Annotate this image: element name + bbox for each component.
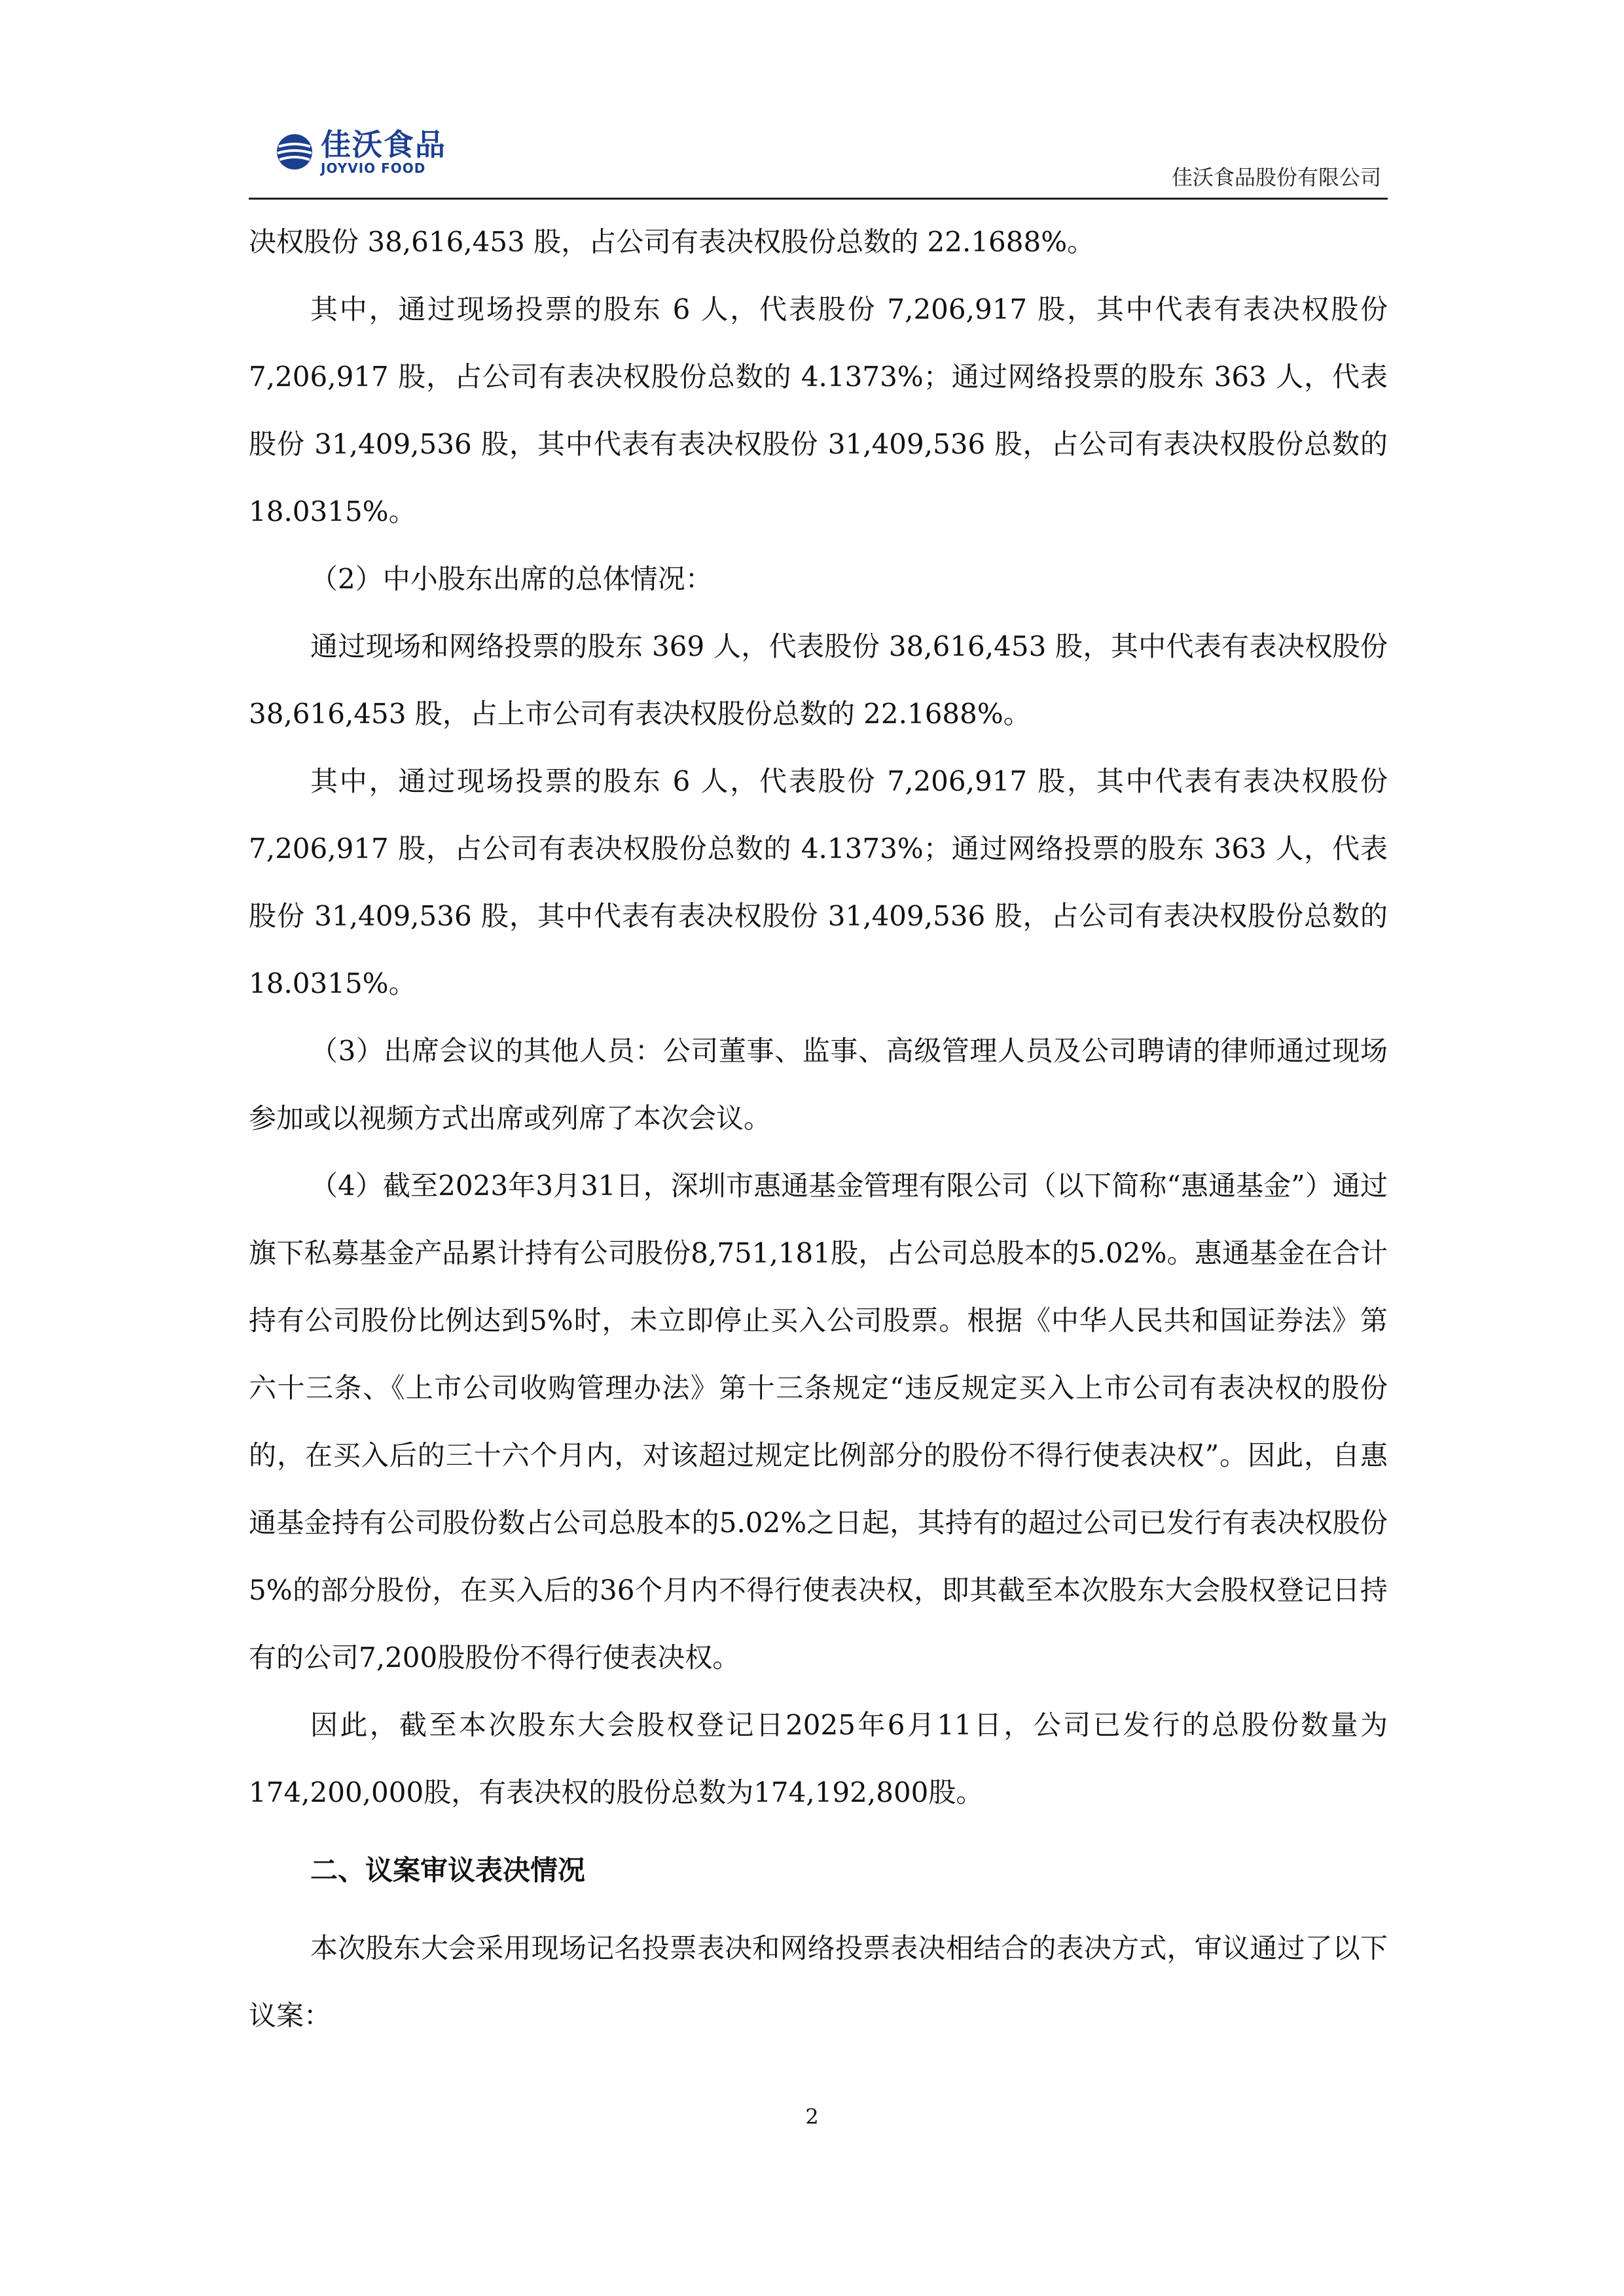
paragraph: （3）出席会议的其他人员：公司董事、监事、高级管理人员及公司聘请的律师通过现场参加或以视频方式出席或列席了本次会议。 [249,1035,1388,1134]
page-number: 2 [805,2104,819,2129]
paragraph: 其中，通过现场投票的股东 6 人，代表股份 7,206,917 股，其中代表有表决权股份 7,206,917 股，占公司有表决权股份总数的 4.1373%；通过网络投票的股东 363 人，代表股份 31,409,536 股，其中代表有表决权股份 31,409,536 股，占公司有表决权股份总数的 18.0315%。 [249,293,1388,528]
paragraph: 其中，通过现场投票的股东 6 人，代表股份 7,206,917 股，其中代表有表决权股份 7,206,917 股，占公司有表决权股份总数的 4.1373%；通过网络投票的股东 363 人，代表股份 31,409,536 股，其中代表有表决权股份 31,409,536 股，占公司有表决权股份总数的 18.0315%。 [249,765,1388,999]
section-heading: 二、议案审议表决情况 [310,1854,586,1886]
paragraph: 通过现场和网络投票的股东 369 人，代表股份 38,616,453 股，其中代表有表决权股份 38,616,453 股，占上市公司有表决权股份总数的 22.1688%。 [249,630,1388,730]
logo-chinese-text: 佳沃食品 [321,126,446,162]
paragraph-continued: 决权股份 38,616,453 股，占公司有表决权股份总数的 22.1688%。 [249,226,1095,258]
page-header [249,118,1388,200]
document-body [249,208,1388,2049]
paragraph: 本次股东大会采用现场记名投票表决和网络投票表决相结合的表决方式，审议通过了以下议案： [249,1932,1388,2032]
company-logo [275,126,446,178]
paragraph: （2）中小股东出席的总体情况： [310,563,713,595]
globe-icon [275,132,314,171]
logo-english-text: JOYVIO FOOD [321,160,426,176]
header-company-name: 佳沃食品股份有限公司 [1171,165,1381,190]
paragraph: 因此，截至本次股东大会股权登记日2025年6月11日，公司已发行的总股份数量为174,200,000股，有表决权的股份总数为174,192,800股。 [249,1709,1388,1808]
paragraph: （4）截至2023年3月31日，深圳市惠通基金管理有限公司（以下简称“惠通基金”）通过旗下私募基金产品累计持有公司股份8,751,181股，占公司总股本的5.02%。惠通基金在合计持有公司股份比例达到5%时，未立即停止买入公司股票。根据《中华人民共和国证券法》第六十三条、《上市公司收购管理办法》第十三条规定“违反规定买入上市公司有表决权的股份的，在买入后的三十六个月内，对该超过规定比例部分的股份不得行使表决权”。因此，自惠通基金持有公司股份数占公司总股本的5.02%之日起，其持有的超过公司已发行有表决权股份5%的部分股份，在买入后的36个月内不得行使表决权，即其截至本次股东大会股权登记日持有的公司7,200股股份不得行使表决权。 [249,1170,1388,1674]
